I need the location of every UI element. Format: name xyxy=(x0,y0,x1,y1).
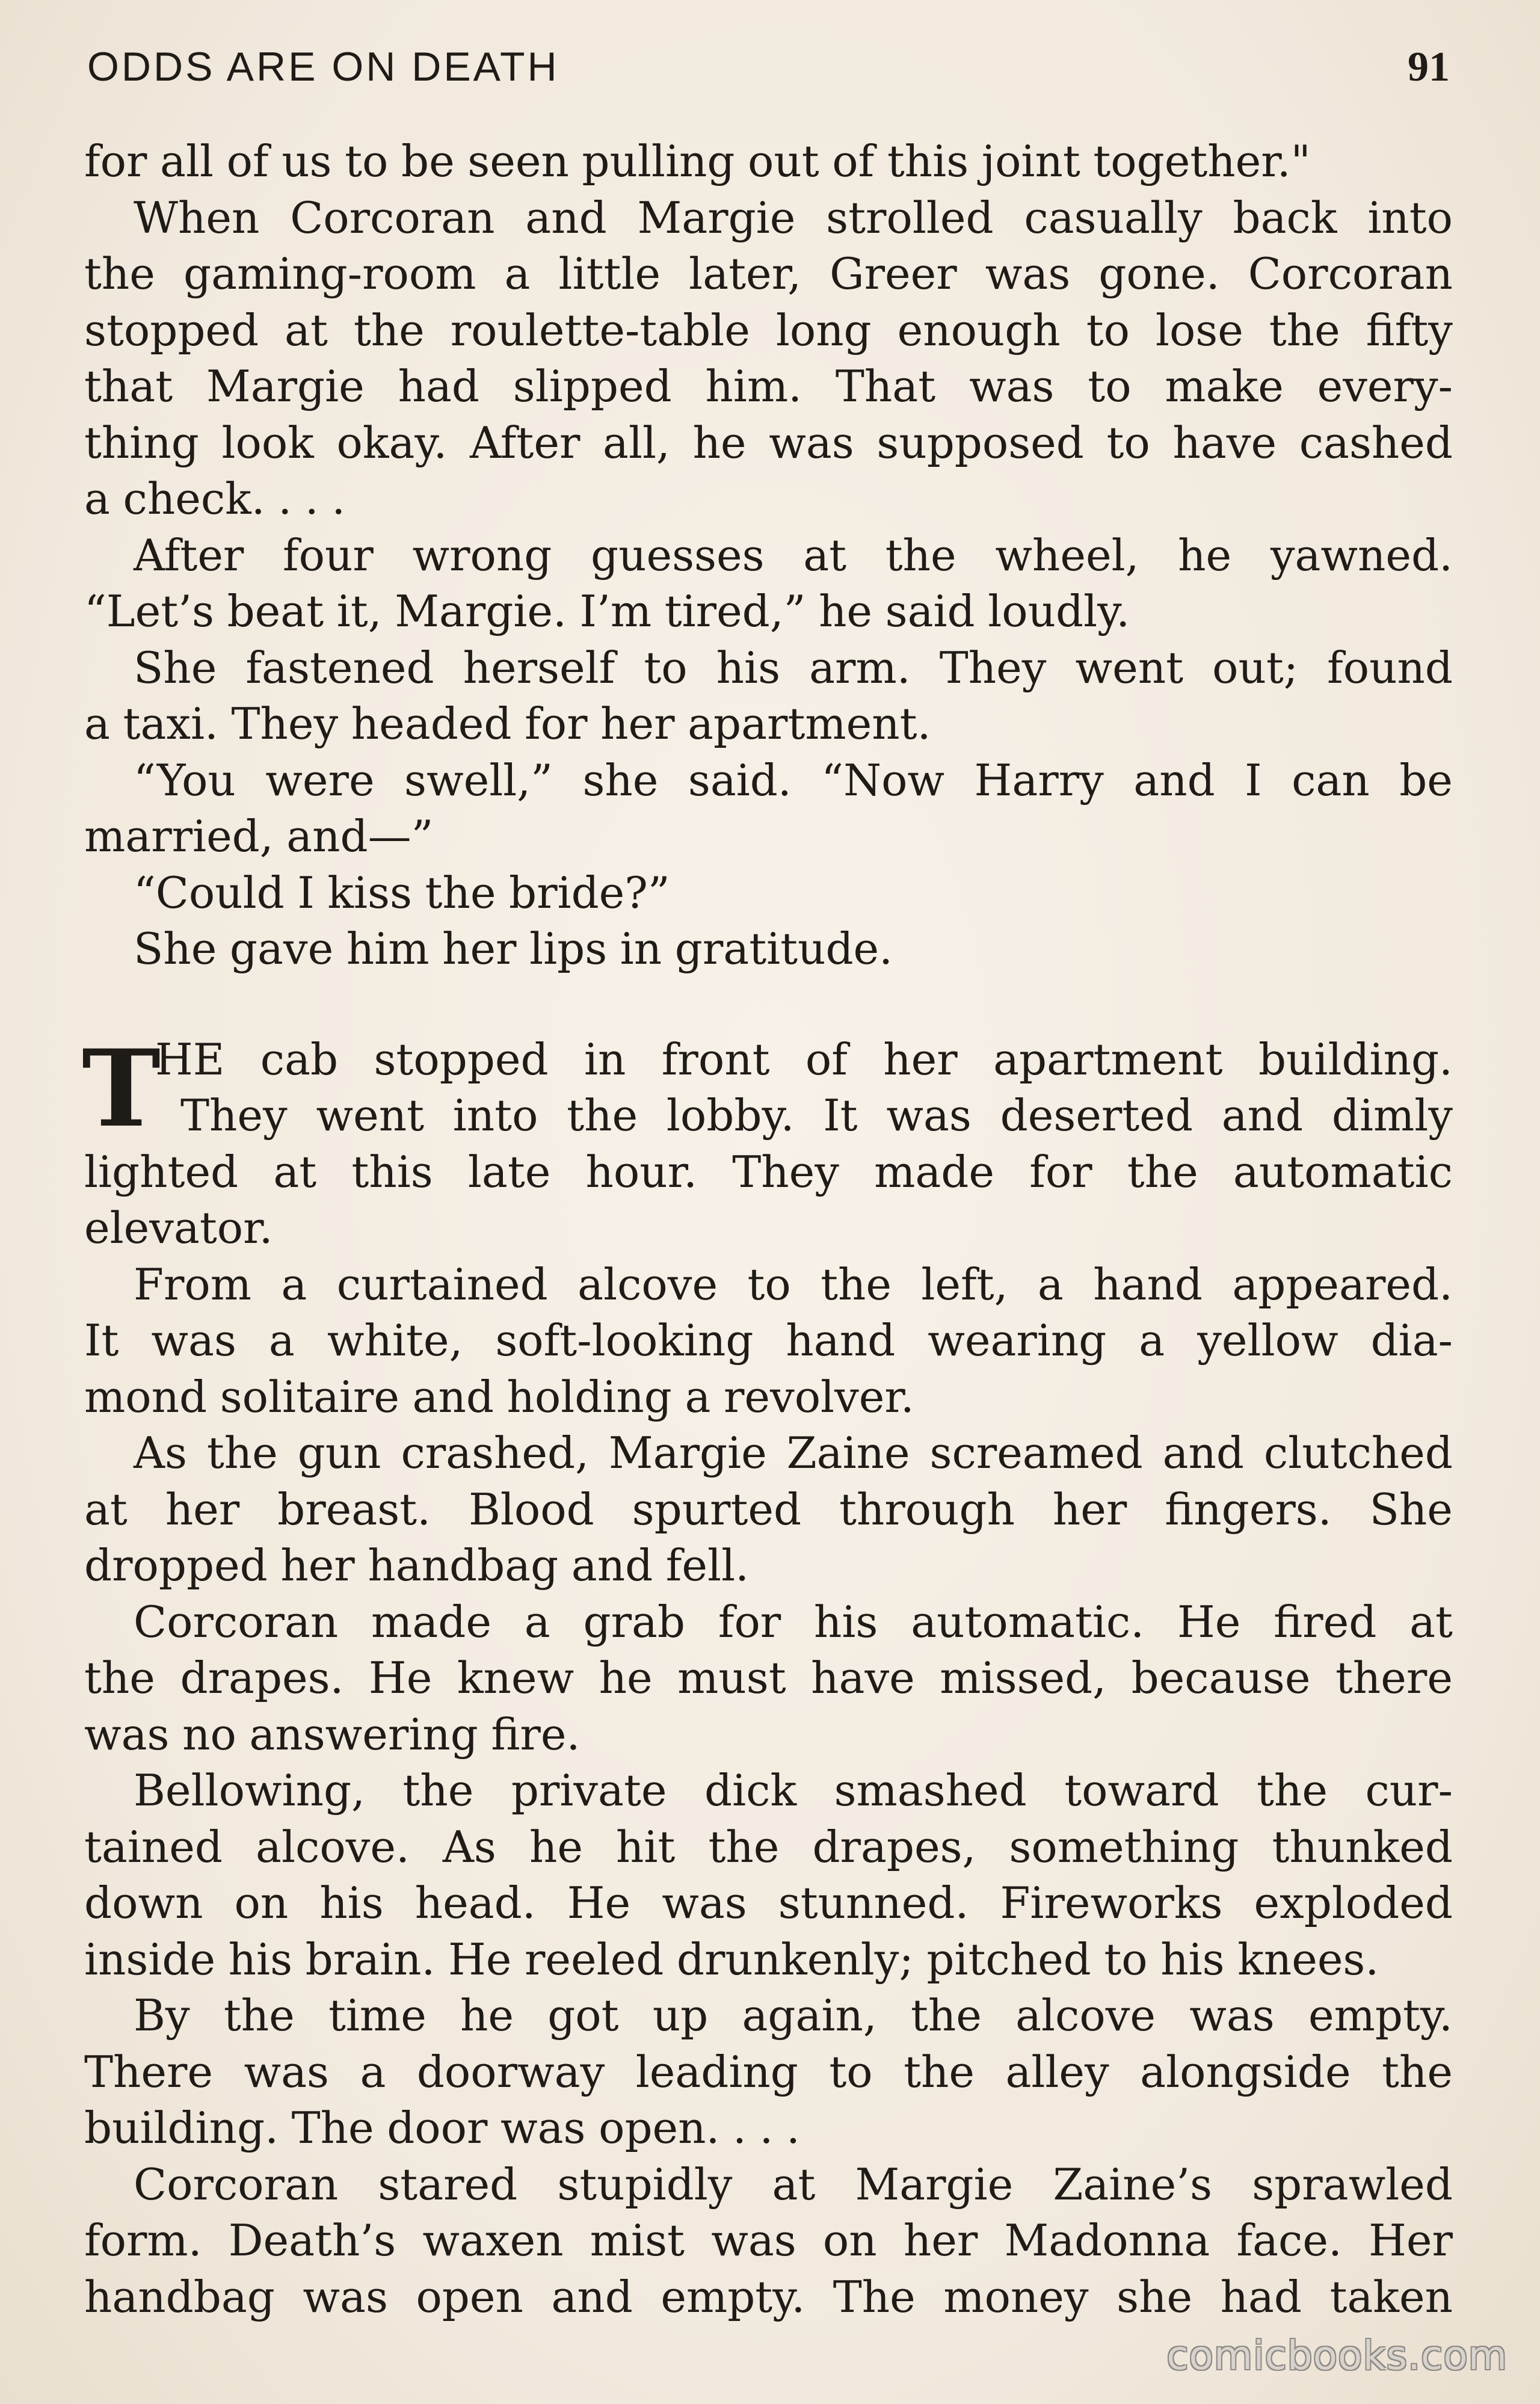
text-line: HE cab stopped in front of her apartment building. xyxy=(155,1034,1453,1085)
paragraph xyxy=(84,190,1453,528)
text-line: “Could I kiss the bride?” xyxy=(134,867,670,918)
text-line: elevator. xyxy=(84,1203,273,1253)
text-line: When Corcoran and Margie strolled casually back into xyxy=(134,192,1453,243)
watermark-logo: comicbooks.com xyxy=(1166,2332,1508,2379)
text-line: married, and—” xyxy=(84,811,434,861)
text-line: lighted at this late hour. They made for the automatic xyxy=(84,1146,1453,1197)
text-line: building. The door was open. . . . xyxy=(84,2103,800,2153)
section-break xyxy=(84,978,1453,1032)
text-line: Bellowing, the private dick smashed toward the cur- xyxy=(134,1765,1453,1816)
text-line: From a curtained alcove to the left, a hand appeared. xyxy=(134,1259,1453,1310)
paragraph xyxy=(84,2157,1453,2326)
text-line: tained alcove. As he hit the drapes, something thunked xyxy=(84,1821,1453,1872)
text-line: She gave him her lips in gratitude. xyxy=(134,923,893,974)
text-line: the drapes. He knew he must have missed, because there xyxy=(84,1653,1453,1703)
text-line: As the gun crashed, Margie Zaine screamed and clutched xyxy=(134,1428,1453,1478)
text-line: inside his brain. He reeled drunkenly; pitched to his knees. xyxy=(84,1934,1379,1985)
text-line: that Margie had slipped him. That was to make every- xyxy=(84,361,1453,411)
text-line: They went into the lobby. It was deserted and dimly xyxy=(180,1090,1453,1141)
text-line: a check. . . . xyxy=(84,473,346,524)
text-line: down on his head. He was stunned. Fireworks exploded xyxy=(84,1878,1453,1928)
paragraph xyxy=(84,640,1453,753)
text-line: “You were swell,” she said. “Now Harry and I can be xyxy=(134,754,1453,806)
paragraph xyxy=(84,1594,1453,1763)
drop-cap: T xyxy=(82,1026,161,1151)
text-line: mond solitaire and holding a revolver. xyxy=(84,1371,914,1422)
text-line: a taxi. They headed for her apartment. xyxy=(84,698,931,749)
paragraph xyxy=(84,528,1453,640)
paragraph xyxy=(84,921,1453,978)
running-head xyxy=(87,43,1450,103)
paragraph xyxy=(84,1425,1453,1594)
text-line: was no answering fire. xyxy=(84,1709,581,1760)
paragraph xyxy=(84,753,1453,865)
text-line: handbag was open and empty. The money she had taken xyxy=(84,2271,1453,2322)
text-line: stopped at the roulette-table long enough to lose the fifty xyxy=(84,304,1453,356)
text-line: dropped her handbag and fell. xyxy=(84,1540,749,1591)
text-line: Corcoran made a grab for his automatic. He fired at xyxy=(134,1596,1453,1647)
text-line: Corcoran stared stupidly at Margie Zaine’s sprawled xyxy=(134,2159,1453,2210)
paragraph xyxy=(84,1988,1453,2157)
text-line: thing look okay. After all, he was supposed to have cashed xyxy=(84,417,1453,468)
text-line: at her breast. Blood spurted through her fingers. She xyxy=(84,1484,1453,1535)
text-line: form. Death’s waxen mist was on her Madonna face. Her xyxy=(84,2215,1453,2266)
opening-paragraph xyxy=(82,1026,1453,1257)
chapter-title: ODDS ARE ON DEATH xyxy=(87,44,559,90)
body-text xyxy=(84,134,1453,2325)
paragraph xyxy=(84,1763,1453,1988)
text-line: the gaming-room a little later, Greer was gone. Corcoran xyxy=(84,248,1453,299)
text-line: She fastened herself to his arm. They went out; found xyxy=(134,642,1453,693)
paragraph xyxy=(84,134,1453,190)
text-line: By the time he got up again, the alcove was empty. xyxy=(134,1990,1453,2041)
text-line: “Let’s beat it, Margie. I’m tired,” he said loudly. xyxy=(84,586,1130,636)
text-line: There was a doorway leading to the alley alongside the xyxy=(84,2046,1453,2097)
text-line: After four wrong guesses at the wheel, he yawned. xyxy=(134,529,1453,581)
page-number: 91 xyxy=(1408,44,1450,90)
text-line: It was a white, soft-looking hand wearing a yellow dia- xyxy=(84,1315,1453,1366)
paragraph xyxy=(84,865,1453,922)
paragraph xyxy=(84,1257,1453,1426)
text-line: for all of us to be seen pulling out of this joint together." xyxy=(84,136,1311,186)
